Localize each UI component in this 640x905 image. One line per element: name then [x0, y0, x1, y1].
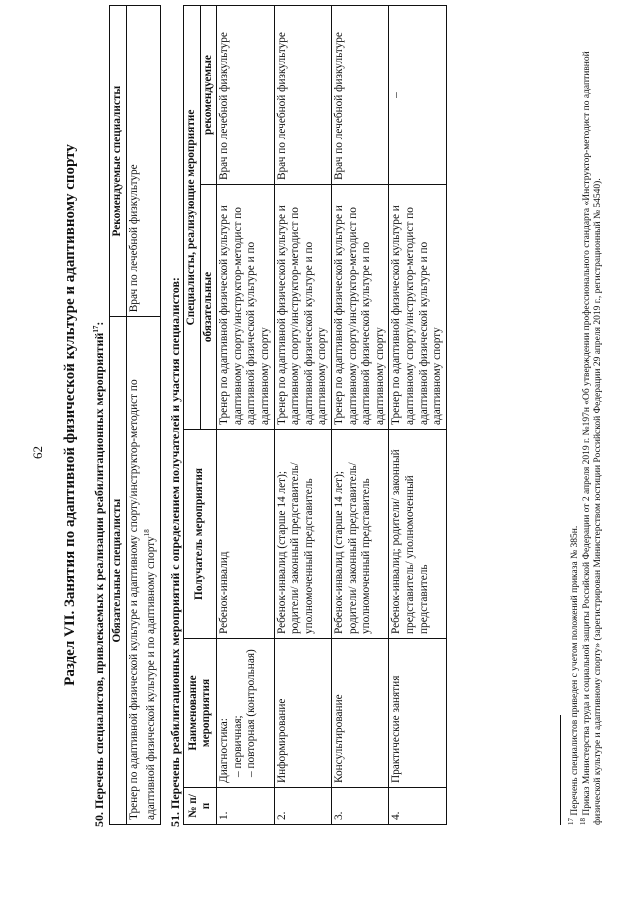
row-name: Информирование	[274, 639, 331, 788]
col-recommended-specialists: Рекомендуемые специалисты	[110, 6, 127, 317]
col-mandatory-specialists: Обязательные специалисты	[110, 317, 127, 825]
footnote-18	[578, 5, 604, 825]
mandatory-specialists-text: Тренер по адаптивной физической культуре и адаптивному спорту/инструктор-методист по адаптивной физической культуре и по адаптивному спорту	[127, 379, 157, 820]
row-recipient: Ребенок-инвалид	[217, 430, 274, 639]
footnote-ref-18: 18	[143, 529, 152, 537]
rehab-measures-table	[183, 5, 447, 825]
row-recipient: Ребенок-инвалид; родители/ законный представитель/ уполномоченный представитель	[389, 430, 446, 639]
recommended-specialists-cell: Врач по лечебной физкультуре	[126, 6, 160, 317]
table-row	[331, 6, 388, 825]
row-recommended: Врач по лечебной физкультуре	[274, 6, 331, 185]
col-mandatory: обязательные	[200, 185, 217, 430]
row-mandatory: Тренер по адаптивной физической культуре и адаптивному спорту/инструктор-методист по адаптивной физической культуре и по адаптивному спорту	[331, 185, 388, 430]
row-recommended: Врач по лечебной физкультуре	[217, 6, 274, 185]
row-mandatory: Тренер по адаптивной физической культуре и адаптивному спорту/инструктор-методист по адаптивной физической культуре и по адаптивному спорту	[274, 185, 331, 430]
list-item: – повторная (контрольная)	[245, 643, 259, 777]
row-recommended: Врач по лечебной физкультуре	[331, 6, 388, 185]
row-num: 2.	[274, 788, 331, 825]
mandatory-specialists-cell	[126, 317, 160, 825]
row-num: 3.	[331, 788, 388, 825]
footnote-divider	[560, 715, 561, 825]
section50-heading	[92, 322, 107, 827]
row-mandatory: Тренер по адаптивной физической культуре и адаптивному спорту/инструктор-методист по адаптивной физической культуре и по адаптивному спорту	[217, 185, 274, 430]
row-name	[217, 639, 274, 788]
section-title: Раздел VII. Занятия по адаптивной физической культуре и адаптивному спорту	[62, 144, 78, 686]
row-name: Консультирование	[331, 639, 388, 788]
row-name-title: Диагностика:	[218, 718, 231, 783]
table-row	[217, 6, 274, 825]
row-name: Практические занятия	[389, 639, 446, 788]
row-recipient: Ребенок-инвалид (старше 14 лет); родители/ законный представитель/ уполномоченный представитель	[331, 430, 388, 639]
table-row	[274, 6, 331, 825]
row-recipient: Ребенок-инвалид (старше 14 лет); родители/ законный представитель/ уполномоченный представитель	[274, 430, 331, 639]
footnote-mark: 18	[579, 818, 587, 825]
footnote-text: Приказ Министерства труда и социальной защиты Российской Федерации от 2 апреля 2019 г. №197н «Об утверждении профессионального стандарта «Инструктор-методист по адаптивной физической культуре и адаптивному спорту» (зарегистрирован Министерством юстиции Российской Федерации 29 апреля 2019 г., регистрационный № 54540).	[582, 51, 604, 825]
col-recipient: Получатель мероприятия	[184, 430, 217, 639]
section50-heading-text: 50. Перечень специалистов, привлекаемых к реализации реабилитационных мероприятий	[92, 332, 106, 827]
specialists-table	[109, 5, 161, 825]
footnote-mark: 17	[567, 818, 575, 825]
section51-heading: 51. Перечень реабилитационных мероприятий с определением получателей и участия специалистов:	[168, 277, 182, 827]
diagnostic-list	[232, 643, 259, 783]
table-row	[389, 6, 446, 825]
footnote-ref-17: 17	[92, 325, 100, 333]
row-recommended: –	[389, 6, 446, 185]
list-item: – первичная;	[232, 643, 246, 777]
col-name: Наименование мероприятия	[184, 639, 217, 788]
section50-heading-end: :	[92, 321, 106, 326]
footnote-text: Перечень специалистов приведен с учетом положений приказа № 385н.	[570, 525, 581, 816]
col-recommended: рекомендуемые	[200, 6, 217, 185]
col-num: № п/п	[184, 788, 217, 825]
row-num: 1.	[217, 788, 274, 825]
page-number: 62	[30, 446, 45, 459]
row-mandatory: Тренер по адаптивной физической культуре и адаптивному спорту/инструктор-методист по адаптивной физической культуре и по адаптивному спорту	[389, 185, 446, 430]
col-specialists: Специалисты, реализующие мероприятие	[184, 6, 201, 430]
row-num: 4.	[389, 788, 446, 825]
